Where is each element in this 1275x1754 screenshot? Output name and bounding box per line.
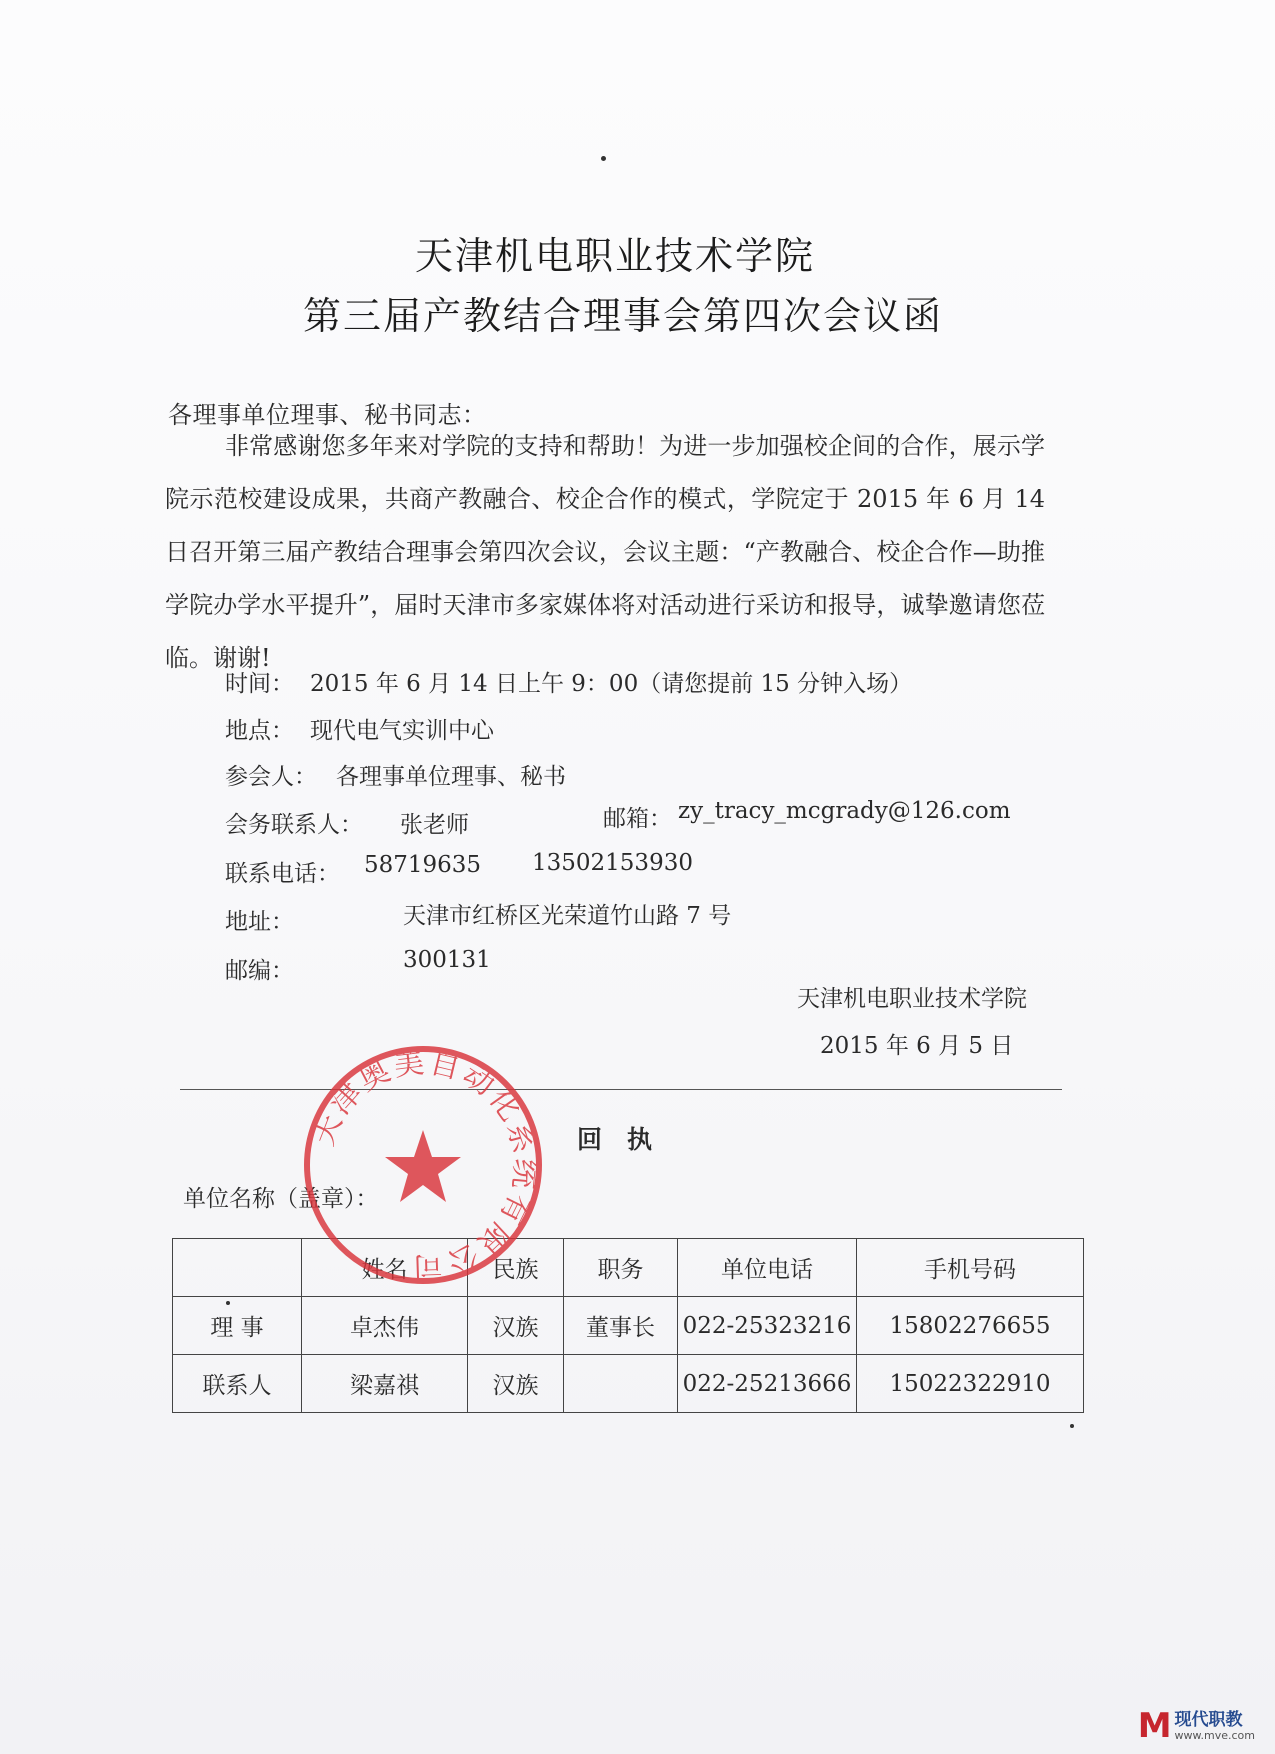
attendee-value: 各理事单位理事、秘书: [336, 764, 566, 790]
email-label: 邮箱：: [603, 806, 672, 832]
address-label: 地址：: [225, 909, 294, 935]
seal-text: 天津奥美自动化系统有限公司: [306, 1044, 544, 1285]
watermark-logo: [1138, 1706, 1255, 1746]
place-value: 现代电气实训中心: [310, 718, 494, 744]
watermark-site-name: 现代职教: [1174, 1709, 1243, 1730]
postcode-label: 邮编：: [225, 958, 294, 984]
contact-label: 会务联系人：: [225, 812, 363, 838]
place-label: 地点：: [225, 718, 294, 744]
mve-logo-icon: M: [1137, 1706, 1169, 1746]
table-row: [173, 1355, 1084, 1413]
phone-value-1: 58719635: [364, 852, 482, 878]
header-cell-office-phone: 单位电话: [678, 1239, 857, 1297]
watermark-site-url: www.mve.com: [1174, 1728, 1255, 1742]
cell-office-phone: 022-25323216: [678, 1297, 857, 1355]
title-line-2: 第三届产教结合理事会第四次会议函: [303, 294, 944, 338]
cell-office-phone: 022-25213666: [678, 1355, 857, 1413]
scan-speck: [601, 156, 606, 161]
attendee-label: 参会人：: [225, 764, 317, 790]
cell-mobile: 15022322910: [857, 1355, 1084, 1413]
header-cell-mobile: 手机号码: [857, 1239, 1084, 1297]
cell-role: 理 事: [173, 1297, 302, 1355]
receipt-title: 回 执: [577, 1125, 653, 1154]
table-row: [173, 1297, 1084, 1355]
title-line-1: 天津机电职业技术学院: [415, 234, 816, 278]
company-seal-stamp: [300, 1042, 546, 1288]
address-value: 天津市红桥区光荣道竹山路 7 号: [403, 903, 732, 929]
postcode-value: 300131: [403, 947, 491, 973]
cell-position: 董事长: [564, 1297, 678, 1355]
email-value[interactable]: zy_tracy_mcgrady@126.com: [678, 798, 1011, 824]
signature-org: 天津机电职业技术学院: [797, 986, 1027, 1012]
scan-speck: [226, 1301, 230, 1305]
header-cell-position: 职务: [564, 1239, 678, 1297]
scan-speck: [1070, 1424, 1074, 1428]
cell-name: 卓杰伟: [302, 1297, 468, 1355]
header-cell-name: 姓名: [302, 1239, 468, 1297]
unit-name-label: 单位名称（盖章）：: [183, 1186, 379, 1212]
cell-role: 联系人: [173, 1355, 302, 1413]
letter-paragraph: 非常感谢您多年来对学院的支持和帮助！为进一步加强校企间的合作，展示学院示范校建设成果，共商产教融合、校企合作的模式，学院定于 2015 年 6 月 14 日召开第三届产教结合理事会第四次会议，会议主题：“产教融合、校企合作—助推学院办学水平提升”，届时天津市多家媒体将对活动进行采访和报导，诚挚邀请您莅临。谢谢!: [165, 432, 1045, 672]
cell-name: 梁嘉祺: [302, 1355, 468, 1413]
header-cell-empty: [173, 1239, 302, 1297]
cell-mobile: 15802276655: [857, 1297, 1084, 1355]
contact-value: 张老师: [400, 812, 469, 838]
cell-ethnicity: 汉族: [468, 1297, 564, 1355]
time-value: 2015 年 6 月 14 日上午 9：00（请您提前 15 分钟入场）: [310, 671, 913, 697]
cell-ethnicity: 汉族: [468, 1355, 564, 1413]
cell-position: [564, 1355, 678, 1413]
seal-star-icon: [385, 1130, 461, 1202]
phone-value-2: 13502153930: [532, 850, 693, 876]
signature-date: 2015 年 6 月 5 日: [820, 1033, 1014, 1059]
time-label: 时间：: [225, 671, 294, 697]
phone-label: 联系电话：: [225, 861, 340, 887]
salutation: 各理事单位理事、秘书同志：: [168, 401, 487, 429]
header-cell-ethnicity: 民族: [468, 1239, 564, 1297]
